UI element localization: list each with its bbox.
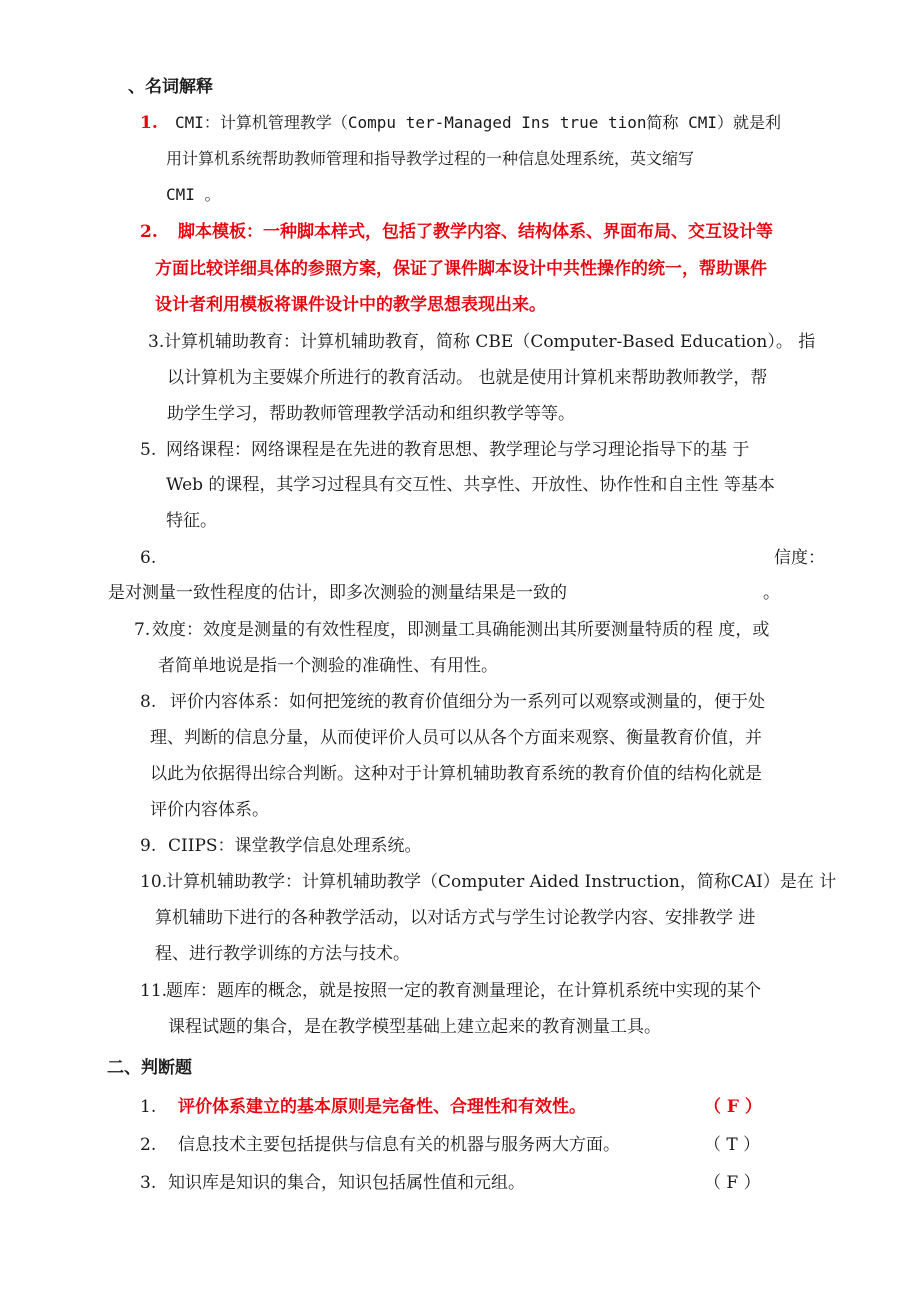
item-11-line-2: 课程试题的集合，是在教学模型基础上建立起来的教育测量工具。 [168, 1017, 661, 1037]
item-10-line-1: 计算机辅助教学：计算机辅助教学（Computer Aided Instruction，简称CAI）是在 计 [166, 872, 837, 892]
item-3-number: 3. [148, 332, 165, 352]
item-2-number: 2. [140, 222, 158, 242]
item-3-line-3: 助学生学习，帮助教师管理教学活动和组织教学等等。 [167, 404, 575, 424]
item-1-line-2: 用计算机系统帮助教师管理和指导教学过程的一种信息处理系统，英文缩写 [166, 149, 695, 168]
item-10-line-2: 算机辅助下进行的各种教学活动，以对话方式与学生讨论教学内容、安排教学 进 [155, 908, 756, 928]
item-7-line-2: 者简单地说是指一个测验的准确性、有用性。 [158, 656, 498, 676]
item-8-number: 8. [140, 692, 157, 712]
tf-1-number: 1. [140, 1097, 157, 1117]
item-5-number: 5. [140, 440, 157, 460]
item-11-number: 11. [140, 981, 168, 1001]
item-2-line-2: 方面比较详细具体的参照方案，保证了课件脚本设计中共性操作的统一，帮助课件 [155, 259, 767, 279]
item-8-line-4: 评价内容体系。 [150, 800, 269, 820]
tf-2-statement: 信息技术主要包括提供与信息有关的机器与服务两大方面。 [178, 1135, 620, 1155]
item-8-line-3: 以此为依据得出综合判断。这种对于计算机辅助教育系统的教育价值的结构化就是 [150, 764, 762, 784]
section-heading-true-false: 二、判断题 [107, 1058, 192, 1078]
tf-3-statement: 知识库是知识的集合，知识包括属性值和元组。 [168, 1173, 525, 1193]
item-9-number: 9. [140, 836, 157, 856]
tf-2-answer: （ T ） [704, 1135, 761, 1155]
item-6-line-1: 是对测量一致性程度的估计，即多次测验的测量结果是一致的 [108, 583, 567, 603]
item-10-line-3: 程、进行教学训练的方法与技术。 [155, 944, 410, 964]
item-2-line-1: 脚本模板：一种脚本样式，包括了教学内容、结构体系、界面布局、交互设计等 [178, 222, 773, 242]
tf-3-number: 3. [140, 1173, 157, 1193]
item-11-line-1: 题库：题库的概念，就是按照一定的教育测量理论，在计算机系统中实现的某个 [166, 981, 761, 1001]
item-5-line-3: 特征。 [166, 511, 217, 531]
item-9-line-1: CIIPS：课堂教学信息处理系统。 [168, 836, 422, 856]
item-5-line-1: 网络课程：网络课程是在先进的教育思想、教学理论与学习理论指导下的基 于 [166, 440, 750, 460]
item-2-line-3: 设计者利用模板将课件设计中的教学思想表现出来。 [155, 295, 546, 315]
item-10-number: 10. [140, 872, 168, 892]
item-6-term: 信度： [774, 548, 825, 568]
tf-3-answer: （ F ） [704, 1173, 761, 1193]
item-1-line-1: CMI：计算机管理教学（Compu ter-Managed Ins true tion简称 CMI）就是利 [175, 113, 782, 132]
item-7-number: 7. [134, 620, 151, 640]
tf-1-statement: 评价体系建立的基本原则是完备性、合理性和有效性。 [178, 1097, 586, 1117]
item-5-line-2: Web 的课程，其学习过程具有交互性、共享性、开放性、协作性和自主性 等基本 [166, 475, 775, 495]
item-8-line-1: 评价内容体系：如何把笼统的教育价值细分为一系列可以观察或测量的，便于处 [170, 692, 765, 712]
item-6-number: 6. [140, 548, 157, 568]
item-3-line-2: 以计算机为主要媒介所进行的教育活动。 也就是使用计算机来帮助教师教学，帮 [167, 368, 768, 388]
item-7-line-1: 效度：效度是测量的有效性程度，即测量工具确能测出其所要测量特质的程 度，或 [152, 620, 770, 640]
item-1-number: 1. [140, 113, 158, 133]
item-6-line-1-end: 。 [763, 583, 780, 603]
item-1-line-3: CMI 。 [166, 185, 221, 204]
tf-2-number: 2. [140, 1135, 157, 1155]
section-heading-definitions: 、名词解释 [128, 77, 213, 97]
tf-1-answer: （ F ） [704, 1097, 762, 1117]
item-8-line-2: 理、判断的信息分量，从而使评价人员可以从各个方面来观察、衡量教育价值，并 [150, 728, 762, 748]
item-3-line-1: 计算机辅助教育：计算机辅助教育，简称 CBE（Computer-Based Education）。 指 [164, 332, 816, 352]
